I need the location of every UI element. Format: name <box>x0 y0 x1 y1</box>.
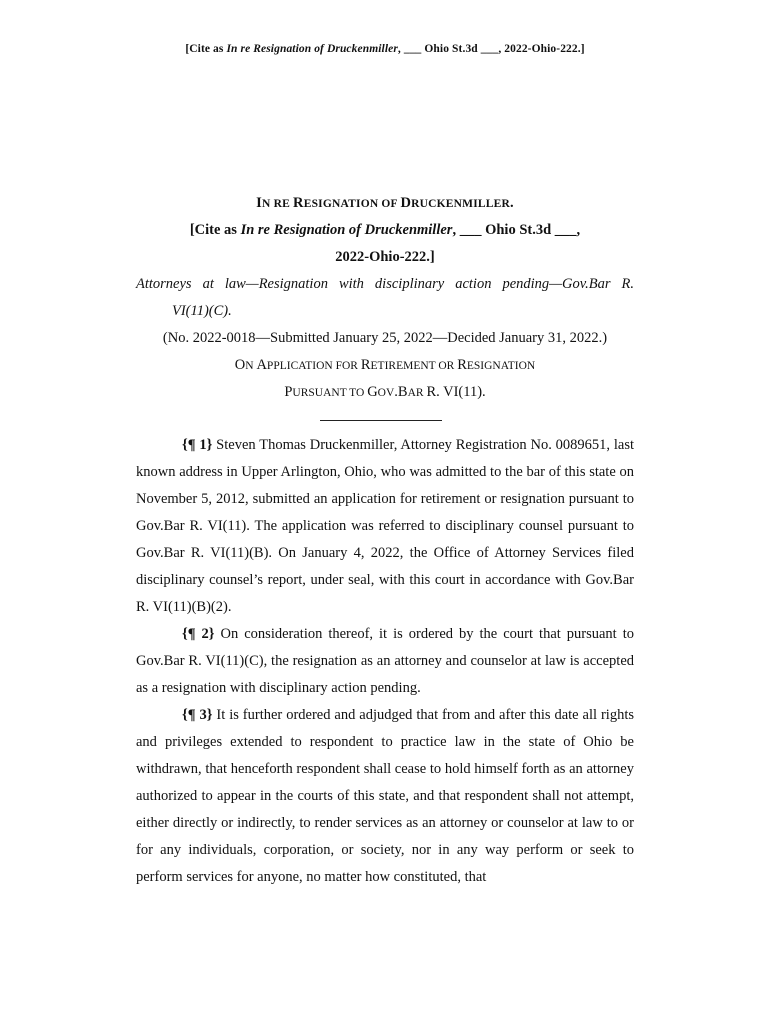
application-heading-line-2 <box>136 379 634 406</box>
running-head-prefix: [Cite as <box>185 43 227 55</box>
application-heading-line-1 <box>136 352 634 379</box>
application-heading-part: R <box>360 357 371 373</box>
application-heading-part: R <box>457 357 467 373</box>
application-heading-part: O <box>234 357 246 373</box>
opinion-body <box>136 190 634 891</box>
application-heading-part: G <box>367 384 378 400</box>
paragraph-2 <box>136 621 634 702</box>
application-heading-part: P <box>284 384 293 400</box>
application-heading-part: N <box>245 360 257 372</box>
case-title-part: N RE <box>262 198 294 210</box>
caption-citation-line-1 <box>136 217 634 244</box>
case-title-part: ESIGNATION OF <box>303 198 401 210</box>
running-head-suffix: , ___ Ohio St.3d ___, 2022-Ohio-222.] <box>397 43 585 55</box>
application-heading-part: R. VI(11). <box>426 384 486 400</box>
application-heading-part: A <box>256 357 267 373</box>
syllabus-line-1: Attorneys at law—Resignation with disciplinary action pending—Gov.Bar R. <box>136 276 634 292</box>
application-heading-part: ESIGNATION <box>466 360 536 372</box>
docket-line: (No. 2022-0018—Submitted January 25, 2022—Decided January 31, 2022.) <box>162 330 608 346</box>
application-heading-part: OV <box>377 387 395 399</box>
paragraph-number: {¶ 3} <box>182 707 213 723</box>
application-heading-part: PPLICATION FOR <box>266 360 361 372</box>
application-heading-part: AR <box>407 387 427 399</box>
case-title <box>136 190 634 217</box>
divider-rule <box>320 420 442 421</box>
paragraph-text: It is further ordered and adjudged that from and after this date all rights and privileges extended to respondent to practice law in the state of Ohio be withdrawn, that henceforth respondent shall cease to hold himself forth as an attorney authorized to appear in the courts of this state, and that respondent shall not attempt, either directly or indirectly, to render services as an attorney or counselor at law to or for any individuals, corporation, or society, nor in any way perform or seek to perform services for anyone, no matter how constituted, that <box>136 707 634 885</box>
caption-cite-prefix: [Cite as <box>189 222 241 238</box>
caption-cite-case-name: In re Resignation of Druckenmiller <box>240 222 453 238</box>
syllabus <box>136 271 634 325</box>
section-divider <box>136 406 634 432</box>
caption-citation-line-2: 2022-Ohio-222.] <box>335 249 435 265</box>
paragraph-text: On consideration thereof, it is ordered by the court that pursuant to Gov.Bar R. VI(11)(C), the resignation as an attorney and counselor at law is accepted as a resignation with disciplinary action pending. <box>136 626 634 696</box>
paragraph-text: Steven Thomas Druckenmiller, Attorney Registration No. 0089651, last known address in Upper Arlington, Ohio, who was admitted to the bar of this state on November 5, 2012, submitted an application for retirement or resignation pursuant to Gov.Bar R. VI(11). The application was referred to disciplinary counsel pursuant to Gov.Bar R. VI(11)(B). On January 4, 2022, the Office of Attorney Services filed disciplinary counsel’s report, under seal, with this court in accordance with Gov.Bar R. VI(11)(B)(2). <box>136 437 634 615</box>
application-heading-part: URSUANT TO <box>292 387 368 399</box>
paragraph-number: {¶ 2} <box>182 626 215 642</box>
case-title-part: I <box>256 195 262 211</box>
syllabus-line-2: VI(11)(C). <box>172 303 232 319</box>
case-title-part: . <box>510 195 514 211</box>
case-title-part: R <box>293 195 304 211</box>
case-title-part: D <box>400 195 412 211</box>
application-heading-part: ETIREMENT OR <box>370 360 458 372</box>
paragraph-1 <box>136 432 634 621</box>
case-title-part: RUCKENMILLER <box>411 198 510 210</box>
running-head-case-name: In re Resignation of Druckenmiller <box>226 43 398 55</box>
caption-cite-suffix: , ___ Ohio St.3d ___, <box>452 222 581 238</box>
running-head-citation <box>0 43 770 55</box>
application-heading-part: .B <box>394 384 408 400</box>
paragraph-3 <box>136 702 634 891</box>
paragraph-number: {¶ 1} <box>182 437 213 453</box>
